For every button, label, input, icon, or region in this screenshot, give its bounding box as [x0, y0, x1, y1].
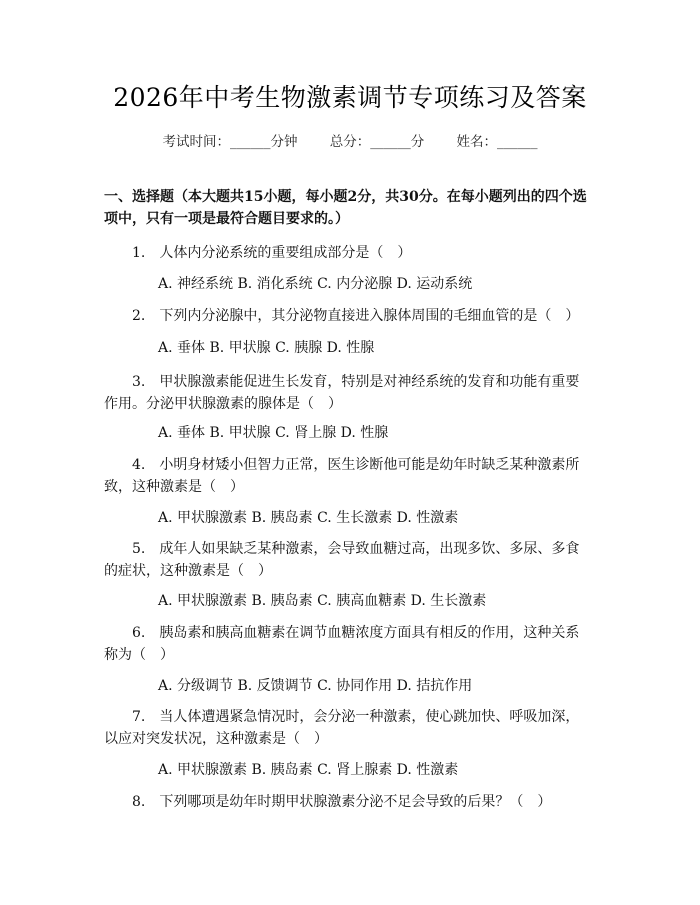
question-6-options: A. 分级调节 B. 反馈调节 C. 协同作用 D. 拮抗作用	[158, 678, 473, 694]
exam-time-field: 考试时间：______分钟	[162, 134, 298, 150]
question-3: 3. 甲状腺激素能促进生长发育，特别是对神经系统的发育和功能有重要作用。分泌甲状腺激素的腺体是（ ）	[104, 374, 580, 412]
question-1: 1. 人体内分泌系统的重要组成部分是（ ）	[132, 245, 412, 261]
question-8: 8. 下列哪项是幼年时期甲状腺激素分泌不足会导致的后果？（ ）	[132, 794, 552, 810]
total-score-field: 总分：______分	[329, 134, 425, 150]
question-1-options: A. 神经系统 B. 消化系统 C. 内分泌腺 D. 运动系统	[158, 276, 473, 292]
question-5: 5. 成年人如果缺乏某种激素，会导致血糖过高，出现多饮、多尿、多食的症状，这种激素是（ ）	[104, 541, 580, 579]
question-3-options: A. 垂体 B. 甲状腺 C. 肾上腺 D. 性腺	[158, 425, 389, 441]
question-5-options: A. 甲状腺激素 B. 胰岛素 C. 胰高血糖素 D. 生长激素	[158, 593, 487, 609]
question-2: 2. 下列内分泌腺中，其分泌物直接进入腺体周围的毛细血管的是（ ）	[132, 308, 580, 324]
question-4: 4. 小明身材矮小但智力正常，医生诊断他可能是幼年时缺乏某种激素所致，这种激素是（ ）	[104, 457, 580, 495]
question-7-options: A. 甲状腺激素 B. 胰岛素 C. 肾上腺素 D. 性激素	[158, 762, 459, 778]
section-heading: 一、选择题（本大题共15小题，每小题2分，共30分。在每小题列出的四个选项中，只有一项是最符合题目要求的。）	[104, 189, 587, 227]
student-name-field: 姓名：______	[456, 134, 538, 150]
exam-meta	[0, 130, 700, 150]
question-6: 6. 胰岛素和胰高血糖素在调节血糖浓度方面具有相反的作用，这种关系称为（ ）	[104, 625, 580, 663]
question-2-options: A. 垂体 B. 甲状腺 C. 胰腺 D. 性腺	[158, 340, 375, 356]
page-title: 2026年中考生物激素调节专项练习及答案	[113, 83, 587, 112]
question-7: 7. 当人体遭遇紧急情况时，会分泌一种激素，使心跳加快、呼吸加深，以应对突发状况，这种激素是（ ）	[104, 709, 580, 747]
question-4-options: A. 甲状腺激素 B. 胰岛素 C. 生长激素 D. 性激素	[158, 510, 459, 526]
